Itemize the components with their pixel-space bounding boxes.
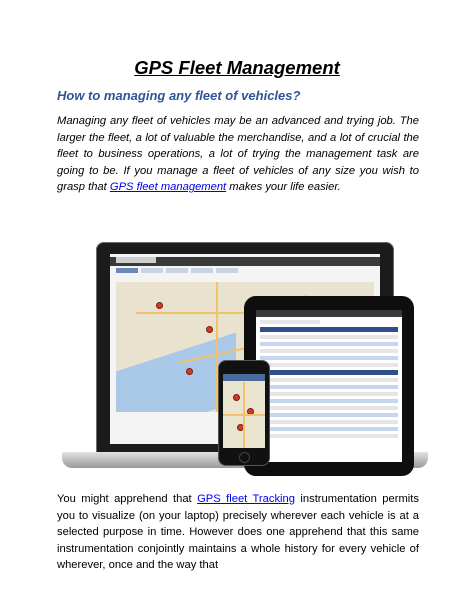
intro-text-end: makes your life easier. <box>226 181 341 193</box>
intro-paragraph <box>57 113 419 196</box>
vehicle-pin <box>156 302 163 309</box>
home-button <box>239 452 250 463</box>
app-header-bar <box>110 257 380 266</box>
tracking-text-end: instrumentation permits you to visualize (on your laptop) precisely wherever each vehicle is at a selected purpose in time. However does one apprehend that this same instrumentation conjointly maintains a whole history for every vehicle of wherever, once and the way that <box>57 493 419 571</box>
gps-fleet-management-link[interactable]: GPS fleet management <box>109 181 227 193</box>
app-tabs <box>110 266 380 275</box>
section-subtitle: How to managing any fleet of vehicles? <box>57 88 301 103</box>
tracking-text-start: You might apprehend that <box>57 493 198 505</box>
vehicle-pin <box>186 368 193 375</box>
phone-screen <box>223 374 265 448</box>
tablet-screen <box>256 310 402 462</box>
vehicle-pin <box>206 326 213 333</box>
page-title: GPS Fleet Management <box>134 57 340 78</box>
gps-fleet-tracking-link[interactable]: GPS fleet Tracking <box>197 493 295 505</box>
intro-text-start: Managing any fleet of vehicles may be an advanced and trying job. The larger the fleet, a lot of valuable the merchandise, and a lot of crucial the fleet to business operations, a lot of trying the management task are going to be. If you manage a fleet of vehicles of any size you wish to grasp that <box>57 115 419 193</box>
devices-illustration <box>56 238 422 484</box>
tracking-paragraph <box>57 491 419 574</box>
smartphone-icon <box>218 360 270 466</box>
